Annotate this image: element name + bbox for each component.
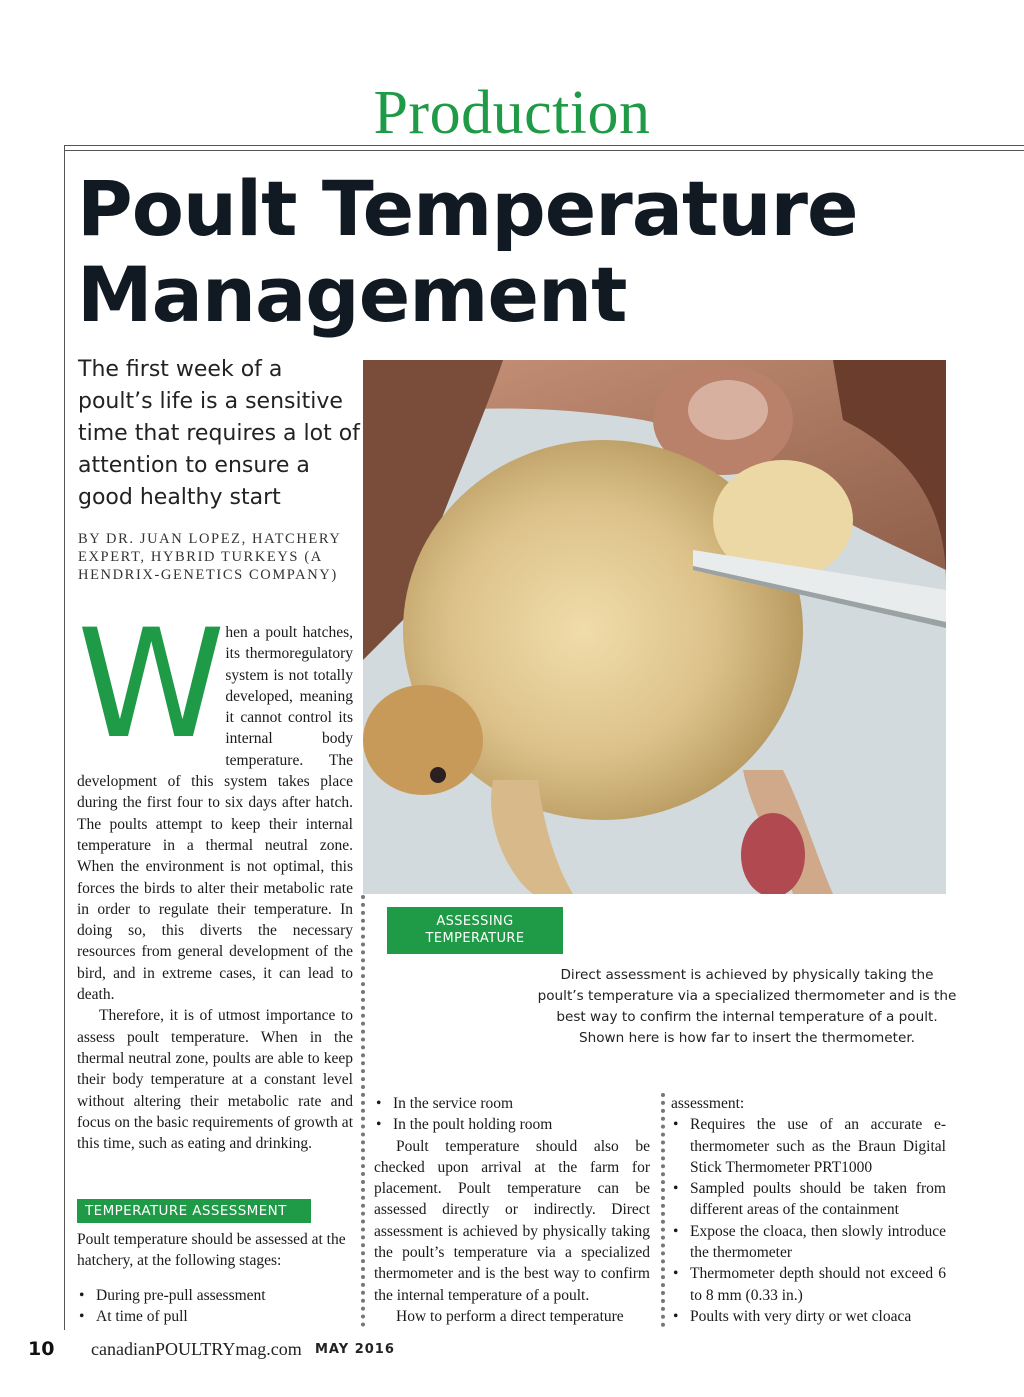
list-item: • During pre-pull assessment <box>77 1285 353 1306</box>
assessment-stages-list <box>77 1285 353 1328</box>
column-divider-dots <box>361 895 365 1327</box>
issue-date: MAY 2016 <box>315 1342 395 1357</box>
list-item: • In the service room <box>374 1093 650 1114</box>
list-item: • Poults with very dirty or wet cloaca <box>671 1306 946 1327</box>
photo-caption: Direct assessment is achieved by physically taking the poult’s temperature via a specialized thermometer and is the best way to confirm the internal temperature of a poult. Shown here is how far to insert the thermometer. <box>537 967 957 1046</box>
poult-thermometer-photo <box>363 360 946 894</box>
list-item: • In the poult holding room <box>374 1114 650 1135</box>
header-rule <box>64 145 1024 146</box>
article-column-2 <box>374 1093 650 1327</box>
article-column-3 <box>671 1093 946 1327</box>
article-paragraph-2: Therefore, it is of utmost importance to assess poult temperature. When in the thermal neutral zone, poults are able to keep their body temperature at a constant level without altering their metabolic rate and focus on the basic requirements of growth at this time, such as eating and drinking. <box>77 1007 353 1153</box>
article-intro-paragraph: hen a poult hatches, its thermoregulatory system is not totally developed, meaning it cannot control its internal body temperature. The development of this system takes place during the first four to six days after hatch. The poults attempt to keep their internal temperature in a thermal neutral zone. When the environment is not optimal, this forces the birds to alter their metabolic rate in order to regulate their temperature. In doing so, this diverts the necessary resources from general development of the bird, and in extreme cases, it can lead to death. <box>77 624 353 1004</box>
article-paragraph-4-end: assessment: <box>671 1095 745 1112</box>
list-item: • At time of pull <box>77 1306 353 1327</box>
list-item: • Sampled poults should be taken from different areas of the containment <box>671 1178 946 1221</box>
article-byline: BY DR. JUAN LOPEZ, HATCHERY EXPERT, HYBRID TURKEYS (A HENDRIX-GENETICS COMPANY) <box>78 531 341 583</box>
subhead-temperature-assessment: TEMPERATURE ASSESSMENT <box>77 1199 311 1223</box>
header-rule-double <box>64 150 1024 151</box>
direct-assessment-steps <box>671 1114 946 1327</box>
article-column-1 <box>77 598 353 1154</box>
article-paragraph-3: Poult temperature should also be checked upon arrival at the farm for placement. Poult temperature can be assessed directly or indirectly. Direct assessment is achieved by physically taking the poult’s temperature via a specialized thermometer and is the best way to confirm the internal temperature of a poult. <box>374 1137 650 1304</box>
drop-cap: W <box>77 598 220 772</box>
article-paragraph-4-start: How to perform a direct temperature <box>396 1307 624 1325</box>
section-title: Production <box>373 79 651 147</box>
list-item: • Thermometer depth should not exceed 6 to 8 mm (0.33 in.) <box>671 1263 946 1306</box>
left-margin-rule <box>64 145 65 1330</box>
poult-photo-illustration <box>363 360 946 894</box>
figure-tag-assessing-temperature: ASSESSING TEMPERATURE <box>387 907 563 954</box>
article-headline <box>77 166 977 338</box>
list-item: • Expose the cloaca, then slowly introduce the thermometer <box>671 1221 946 1264</box>
column-divider-dots <box>661 1093 665 1327</box>
magazine-website: canadianPOULTRYmag.com <box>91 1339 302 1359</box>
headline-line-1: Poult Temperature <box>77 164 858 253</box>
assessment-stages-list-continued <box>374 1093 650 1136</box>
page-number: 10 <box>28 1338 55 1360</box>
headline-line-2: Management <box>77 250 627 339</box>
article-column-1-lower <box>77 1229 353 1327</box>
list-item: • Requires the use of an accurate e-thermometer such as the Braun Digital Stick Thermometer PRT1000 <box>671 1114 946 1178</box>
article-deck: The first week of a poult’s life is a sensitive time that requires a lot of attention to ensure a good healthy start <box>78 357 360 510</box>
assessment-intro: Poult temperature should be assessed at the hatchery, at the following stages: <box>77 1231 346 1270</box>
